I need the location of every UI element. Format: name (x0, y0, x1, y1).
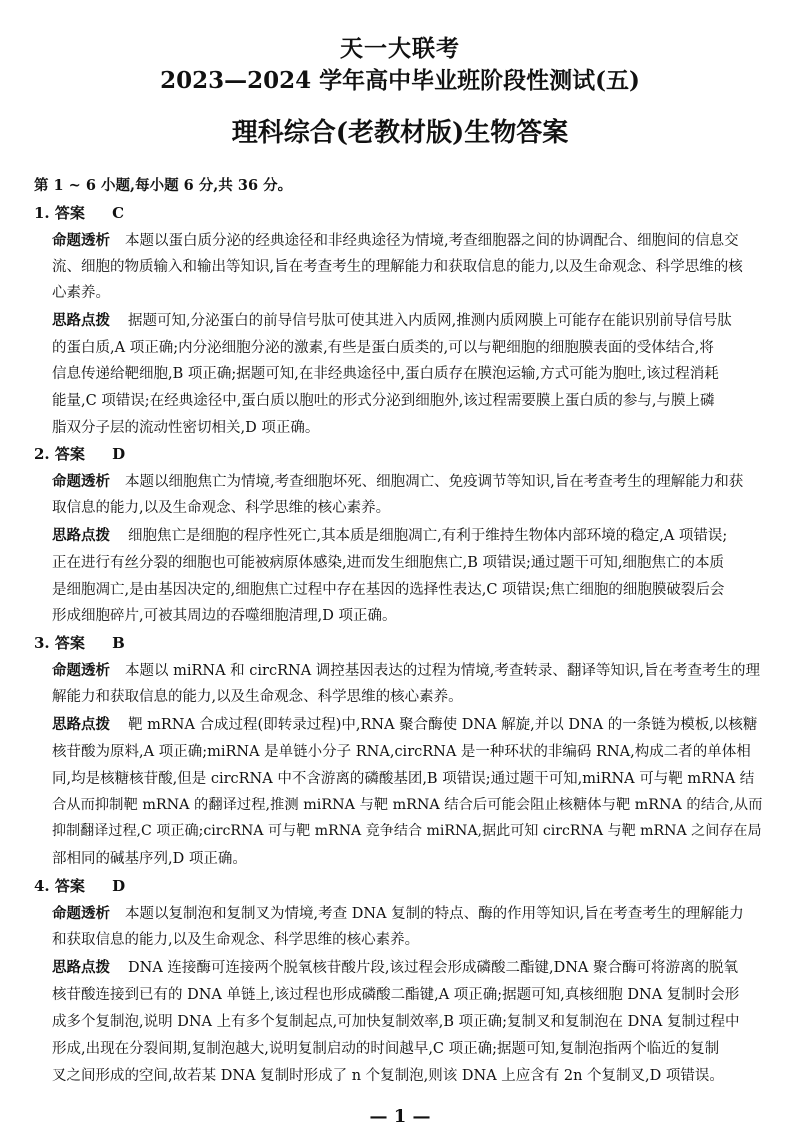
analysis-label: 命题透析 (52, 473, 110, 490)
answer-label: 答案 (54, 445, 85, 463)
analysis-line: 心素养。 (52, 285, 110, 301)
analysis-line: 解能力和获取信息的能力,以及生命观念、科学思维的核心素养。 (52, 689, 463, 705)
analysis-line: 本题以 miRNA 和 circRNA 调控基因表达的过程为情境,考查转录、翻译等知识,旨在考查考生的理 (125, 663, 761, 679)
answer-label: 答案 (54, 634, 85, 652)
hint-line: 靶 mRNA 合成过程(即转录过程)中,RNA 聚合酶使 DNA 解旋,并以 DNA 的一条链为模板,以核糖 (128, 717, 758, 733)
hint-line: 正在进行有丝分裂的细胞也可能被病原体感染,进而发生细胞焦亡,B 项错误;通过题干可知,细胞焦亡的本质 (52, 555, 724, 571)
question-2-header (34, 443, 125, 464)
analysis-line: 取信息的能力,以及生命观念、科学思维的核心素养。 (52, 500, 391, 516)
answer-label: 答案 (54, 204, 85, 222)
hint-line: DNA 连接酶可连接两个脱氧核苷酸片段,该过程会形成磷酸二酯键,DNA 聚合酶可将游离的脱氧 (128, 960, 739, 976)
hint-line: 形成,出现在分裂间期,复制泡越大,说明复制启动的时间越早,C 项正确;据题可知,复制泡指两个临近的复制 (52, 1041, 720, 1057)
hint-line: 据题可知,分泌蛋白的前导信号肽可使其进入内质网,推测内质网膜上可能存在能识别前导信号肽 (128, 313, 732, 329)
analysis-line: 本题以复制泡和复制叉为情境,考查 DNA 复制的特点、酶的作用等知识,旨在考查考生的理解能力 (125, 906, 744, 922)
section-intro: 第 1 ~ 6 小题,每小题 6 分,共 36 分。 (34, 177, 293, 194)
page-number: — 1 — (369, 1106, 431, 1127)
hint-line: 抑制翻译过程,C 项正确;circRNA 可与靶 mRNA 竞争结合 miRNA,据此可知 circRNA 与靶 mRNA 之间存在局 (52, 823, 762, 839)
question-number: 2. (34, 445, 50, 463)
hint-line: 形成细胞碎片,可被其周边的吞噬细胞清理,D 项正确。 (52, 608, 397, 624)
analysis-line: 本题以细胞焦亡为情境,考查细胞坏死、细胞凋亡、免疫调节等知识,旨在考查考生的理解能力和获 (125, 474, 744, 490)
answer-value: D (112, 877, 126, 895)
hint-line: 叉之间形成的空间,故若某 DNA 复制时形成了 n 个复制泡,则该 DNA 上应含有 2n 个复制叉,D 项错误。 (52, 1068, 724, 1084)
hint-line: 成多个复制泡,说明 DNA 上有多个复制起点,可加快复制效率,B 项正确;复制叉和复制泡在 DNA 复制过程中 (52, 1014, 740, 1030)
exam-session-title: 2023—2024 学年高中毕业班阶段性测试(五) (160, 67, 640, 94)
analysis-line: 和获取信息的能力,以及生命观念、科学思维的核心素养。 (52, 932, 420, 948)
answer-value: C (112, 204, 125, 222)
question-4-header (34, 875, 125, 896)
hint-line: 信息传递给靶细胞,B 项正确;据题可知,在非经典途径中,蛋白质存在膜泡运输,方式可能为胞吐,该过程消耗 (52, 366, 719, 382)
hint-line: 细胞焦亡是细胞的程序性死亡,其本质是细胞凋亡,有利于维持生物体内部环境的稳定,A 项错误; (128, 528, 728, 544)
hint-label: 思路点拨 (52, 527, 110, 544)
hint-line: 部相同的碱基序列,D 项正确。 (52, 851, 247, 867)
hint-line: 核苷酸连接到已有的 DNA 单链上,该过程也形成磷酸二酯键,A 项正确;据题可知,真核细胞 DNA 复制时会形 (52, 987, 740, 1003)
hint-line: 脂双分子层的流动性密切相关,D 项正确。 (52, 420, 320, 436)
answer-value: D (112, 445, 126, 463)
question-1-header (34, 202, 124, 223)
hint-line: 合从而抑制靶 mRNA 的翻译过程,推测 miRNA 与靶 mRNA 结合后可能会阻止核糖体与靶 mRNA 的结合,从而 (52, 797, 763, 813)
hint-line: 核苷酸为原料,A 项正确;miRNA 是单链小分子 RNA,circRNA 是一种环状的非编码 RNA,构成二者的单体相 (52, 744, 751, 760)
hint-line: 的蛋白质,A 项正确;内分泌细胞分泌的激素,有些是蛋白质类的,可以与靶细胞的细胞膜表面的受体结合,将 (52, 340, 714, 356)
hint-label: 思路点拨 (52, 716, 110, 733)
question-3-header (34, 632, 125, 653)
subject-answer-title: 理科综合(老教材版)生物答案 (231, 118, 569, 148)
analysis-label: 命题透析 (52, 232, 110, 249)
question-number: 4. (34, 877, 50, 895)
hint-line: 是细胞凋亡,是由基因决定的,细胞焦亡过程中存在基因的选择性表达,C 项错误;焦亡细胞的细胞膜破裂后会 (52, 582, 725, 598)
analysis-label: 命题透析 (52, 905, 110, 922)
exam-union-title: 天一大联考 (340, 35, 460, 62)
analysis-line: 流、细胞的物质输入和输出等知识,旨在考查考生的理解能力和获取信息的能力,以及生命观念、科学思维的核 (52, 259, 743, 275)
analysis-label: 命题透析 (52, 662, 110, 679)
hint-label: 思路点拨 (52, 312, 110, 329)
answer-label: 答案 (54, 877, 85, 895)
hint-label: 思路点拨 (52, 959, 110, 976)
question-number: 3. (34, 634, 50, 652)
hint-line: 同,均是核糖核苷酸,但是 circRNA 中不含游离的磷酸基团,B 项错误;通过题干可知,miRNA 可与靶 mRNA 结 (52, 771, 755, 787)
question-number: 1. (34, 204, 50, 222)
answer-value: B (112, 634, 125, 652)
hint-line: 能量,C 项错误;在经典途径中,蛋白质以胞吐的形式分泌到细胞外,该过程需要膜上蛋白质的参与,与膜上磷 (52, 393, 715, 409)
analysis-line: 本题以蛋白质分泌的经典途径和非经典途径为情境,考查细胞器之间的协调配合、细胞间的信息交 (125, 233, 739, 249)
